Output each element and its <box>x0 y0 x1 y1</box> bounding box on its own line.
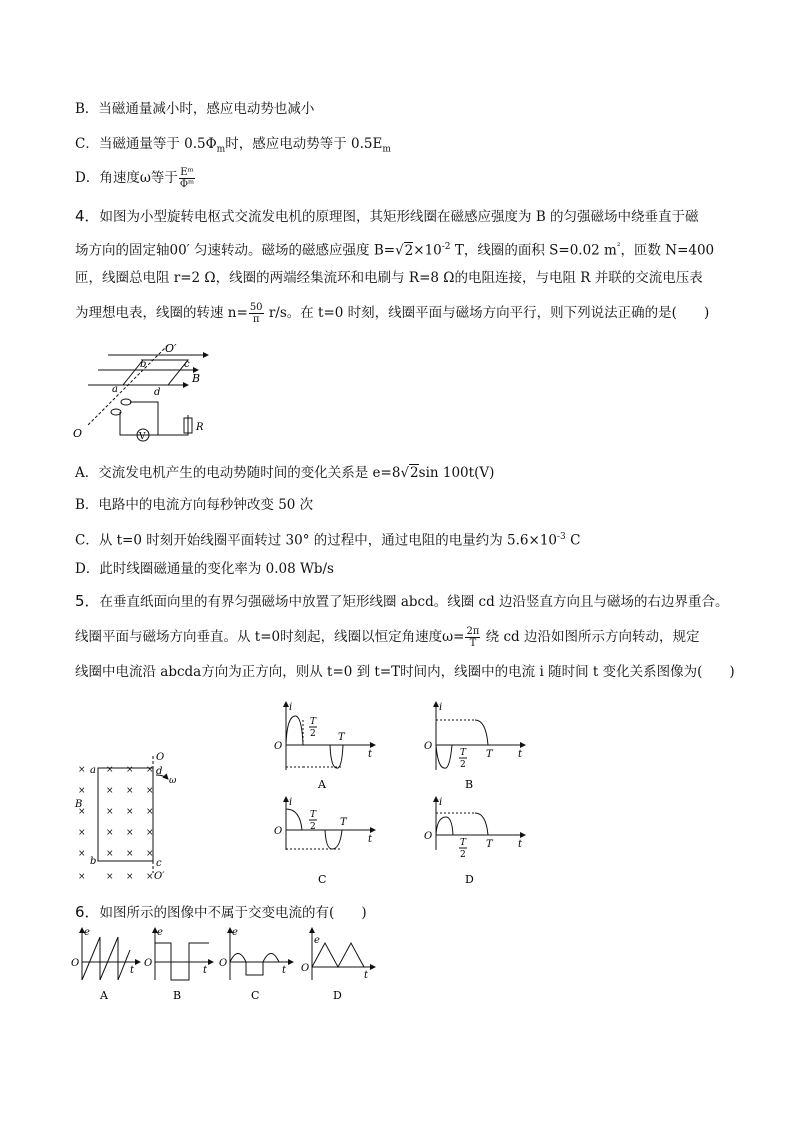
field-cross-mark: × <box>146 849 154 859</box>
graph-label-b: B <box>173 989 182 1002</box>
field-cross-mark: × <box>126 765 134 775</box>
axis-label-e: e <box>314 935 320 946</box>
period-label: T <box>486 749 493 760</box>
coil-axis-o: O <box>156 752 165 763</box>
origin-label: O <box>424 831 433 842</box>
coil-corner-b: b <box>90 856 97 867</box>
omega-fraction: $\frac{\text{Eᵐ}}{\text{Φᵐ}}$ <box>179 167 195 190</box>
q6-graph-b <box>143 925 218 1005</box>
q4-option-b: B．电路中的电流方向每秒钟改变 50 次 <box>75 497 314 513</box>
field-cross-mark: × <box>78 872 86 882</box>
half-period-num: T <box>460 838 467 848</box>
period-label: T <box>340 817 347 828</box>
q5-graph-d <box>420 795 530 890</box>
half-period-num: T <box>310 717 317 727</box>
q4-line-3: 匝，线圈总电阻 r=2 Ω，线圈的两端经集流环和电刷与 R=8 Ω的电阻连接，与电阻 R 并联的交流电压表 <box>75 270 703 286</box>
origin-label: O <box>71 958 80 969</box>
field-cross-mark: × <box>106 765 114 775</box>
axis-label-o-prime: O′ <box>165 342 177 355</box>
field-cross-mark: × <box>146 786 154 796</box>
axis-label-o: O <box>73 427 83 440</box>
q4-option-d: D．此时线圈磁通量的变化率为 0.08 Wb/s <box>75 561 334 577</box>
coil-corner-d: d <box>156 766 163 777</box>
field-cross-mark: × <box>78 849 86 859</box>
corner-c: c <box>184 359 190 370</box>
half-period-den: 2 <box>460 760 466 770</box>
q4-line-2: 场方向的固定轴00′ 匀速转动。磁场的磁感应强度 $B=√2\times 10^{-2}$ T，线圈的面积 S=0.02 $m^{^2}$，匝数 N=400 <box>75 242 715 259</box>
graph-label-d: D <box>465 873 474 886</box>
resistor-label: R <box>196 422 204 433</box>
field-cross-mark: × <box>78 828 86 838</box>
field-cross-mark: × <box>146 828 154 838</box>
field-cross-mark: × <box>126 828 134 838</box>
field-cross-mark: × <box>106 849 114 859</box>
q4-line-1: 4．如图为小型旋转电枢式交流发电机的原理图，其矩形线圈在磁感应强度为 B 的匀强磁场中绕垂直于磁 <box>75 207 699 225</box>
graph-label-b: B <box>465 778 474 791</box>
q6-graph-a <box>70 925 145 1005</box>
graph-label-a: A <box>318 778 326 791</box>
axis-label-e: e <box>232 927 238 938</box>
half-period-num: T <box>460 748 467 758</box>
field-cross-mark: × <box>126 849 134 859</box>
field-cross-mark: × <box>146 765 154 775</box>
q4-option-c: C．从 t=0 时刻开始线圈平面转过 30° 的过程中，通过电阻的电量约为 $5.6\times 10^{-3}$ C <box>75 532 581 549</box>
field-label-b: B <box>192 372 201 385</box>
q4-line-4: 为理想电表，线圈的转速 n= $\frac{50}{\pi}$ r/s。在 t=0 时刻，线圈平面与磁场方向平行，则下列说法正确的是( ) <box>75 302 710 325</box>
q6-number: 6． <box>75 903 100 921</box>
q3-option-b: B．当磁通量减小时，感应电动势也减小 <box>75 101 315 117</box>
period-label: T <box>486 839 493 850</box>
q5-line-1: 5．在垂直纸面向里的有界匀强磁场中放置了矩形线圈 abcd。线圈 cd 边沿竖直方向且与磁场的右边界重合。 <box>75 592 729 610</box>
coil-field-b: B <box>75 799 83 810</box>
angular-speed-fraction: $\frac{2\pi}{T}$ <box>466 626 480 649</box>
graph-label-c: C <box>318 873 327 886</box>
q4-option-a: A．交流发电机产生的电动势随时间的变化关系是 e=8√2sin 100t(V) <box>75 465 495 481</box>
period-label: T <box>338 732 345 743</box>
axis-label-t: t <box>282 965 287 976</box>
graph-label-a: A <box>100 989 108 1002</box>
field-cross-mark: × <box>106 872 114 882</box>
field-cross-mark: × <box>106 786 114 796</box>
field-cross-mark: × <box>106 828 114 838</box>
axis-label-t: t <box>368 749 373 760</box>
origin-label: O <box>301 963 310 974</box>
q5-graph-a <box>270 700 380 795</box>
axis-label-e: e <box>84 927 90 938</box>
axis-label-t: t <box>203 965 208 976</box>
axis-label-t: t <box>364 970 369 981</box>
q3-option-d: D．角速度ω等于 $\frac{\text{Eᵐ}}{\text{Φᵐ}}$ <box>75 167 195 190</box>
q4-number: 4． <box>75 207 100 225</box>
axis-label-i: i <box>439 702 443 713</box>
field-cross-mark: × <box>126 786 134 796</box>
q5-line-3: 线圈中电流沿 abcda方向为正方向，则从 t=0 到 t=T时间内，线圈中的电流 i 随时间 t 变化关系图像为( ) <box>75 664 735 680</box>
omega-label: ω <box>169 776 177 786</box>
q6-graph-c <box>218 925 298 1005</box>
origin-label: O <box>274 826 283 837</box>
half-period-den: 2 <box>310 729 316 739</box>
corner-a: a <box>112 384 118 395</box>
graph-label-c: C <box>251 989 260 1002</box>
coil-figure <box>70 748 185 883</box>
axis-label-t: t <box>368 834 373 845</box>
coil-corner-a: a <box>90 765 96 776</box>
coil-axis-o-prime: O′ <box>154 871 165 882</box>
corner-d: d <box>154 387 161 398</box>
field-cross-mark: × <box>78 786 86 796</box>
graph-label-d: D <box>333 989 342 1002</box>
origin-label: O <box>424 741 433 752</box>
speed-fraction: $\frac{50}{\pi}$ <box>249 302 263 325</box>
origin-label: O <box>274 741 283 752</box>
origin-label: O <box>219 958 228 969</box>
q5-line-2: 线圈平面与磁场方向垂直。从 t=0时刻起，线圈以恒定角速度ω= $\frac{2\pi}{T}$ 绕 cd 边沿如图所示方向转动，规定 <box>75 626 700 649</box>
axis-label-t: t <box>130 965 135 976</box>
axis-label-t: t <box>518 839 523 850</box>
field-cross-mark: × <box>146 872 154 882</box>
axis-label-e: e <box>157 927 163 938</box>
q5-graph-c <box>270 795 380 890</box>
q6-graph-d <box>300 925 380 1005</box>
field-cross-mark: × <box>106 807 114 817</box>
field-cross-mark: × <box>126 807 134 817</box>
q3-option-c: C．当磁通量等于 $0.5\Phi_m$时，感应电动势等于 $0.5E_m$ <box>75 136 391 155</box>
axis-label-i: i <box>289 702 293 713</box>
field-cross-mark: × <box>78 765 86 775</box>
half-period-num: T <box>310 810 317 820</box>
field-cross-mark: × <box>146 807 154 817</box>
origin-label: O <box>144 958 153 969</box>
half-period-den: 2 <box>310 822 316 832</box>
field-cross-mark: × <box>78 807 86 817</box>
axis-label-i: i <box>439 797 443 808</box>
axis-label-i: i <box>289 797 293 808</box>
q5-number: 5． <box>75 592 100 610</box>
corner-b: b <box>140 359 147 370</box>
voltmeter-icon: V <box>139 432 146 442</box>
half-period-den: 2 <box>460 850 466 860</box>
axis-label-t: t <box>518 749 523 760</box>
field-cross-mark: × <box>126 872 134 882</box>
coil-corner-c: c <box>156 858 162 869</box>
generator-figure <box>68 340 218 450</box>
q5-graph-b <box>420 700 530 795</box>
q6-line: 6．如图所示的图像中不属于交变电流的有( ) <box>75 903 367 921</box>
